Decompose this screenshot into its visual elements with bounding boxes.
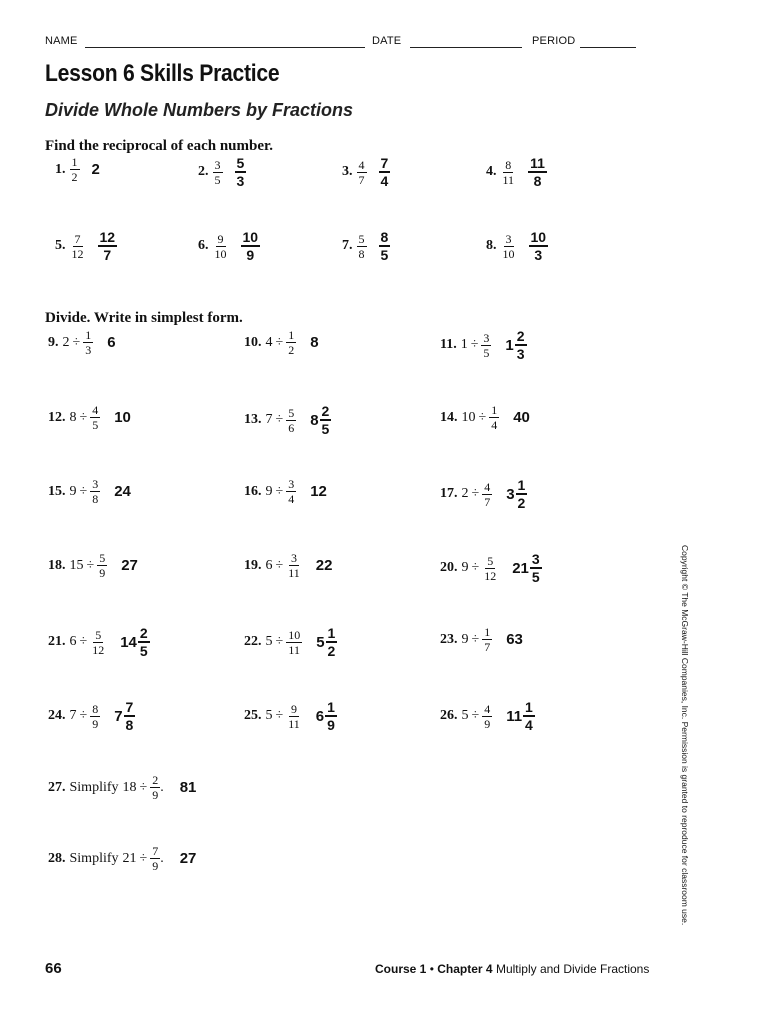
divide-sign: ÷ xyxy=(471,560,480,575)
chapter-name: Chapter 4 xyxy=(437,962,493,976)
divide-sign: ÷ xyxy=(79,634,88,649)
answer-whole: 8 xyxy=(310,334,319,351)
answer xyxy=(114,700,135,732)
answer xyxy=(506,631,524,648)
answer xyxy=(379,156,391,188)
problem-number: 21. xyxy=(48,634,66,649)
answer-whole: 3 xyxy=(506,485,515,503)
divisor-fraction-denominator: 5 xyxy=(483,345,490,360)
question-fraction-denominator: 8 xyxy=(358,246,365,261)
divisor-fraction xyxy=(481,332,491,359)
answer-fraction xyxy=(138,626,150,658)
answer xyxy=(310,483,328,500)
problem-27 xyxy=(48,774,197,801)
section2-instruction: Divide. Write in simplest form. xyxy=(45,310,243,326)
divide-sign: ÷ xyxy=(79,483,88,499)
divisor-fraction-numerator: 5 xyxy=(99,551,106,565)
answer-whole: 11 xyxy=(506,707,523,725)
problem-number: 28. xyxy=(48,850,66,866)
divisor-fraction-denominator: 4 xyxy=(288,492,295,506)
divisor-fraction xyxy=(286,703,302,730)
answer-fraction-numerator: 1 xyxy=(327,699,335,715)
question-fraction-numerator: 9 xyxy=(217,231,224,246)
problem-25 xyxy=(244,700,337,732)
dividend: 9 xyxy=(461,560,469,575)
question-fraction-denominator: 5 xyxy=(214,172,221,187)
dividend: 4 xyxy=(265,334,273,350)
divisor-fraction xyxy=(150,774,160,801)
answer-whole: 27 xyxy=(121,557,138,574)
answer xyxy=(505,329,526,361)
answer-fraction-numerator: 1 xyxy=(525,699,533,715)
answer-fraction xyxy=(235,156,247,188)
divisor-fraction-numerator: 4 xyxy=(484,701,491,716)
question-fraction-numerator: 4 xyxy=(358,157,365,172)
question-fraction-numerator: 5 xyxy=(358,231,365,246)
problem-22 xyxy=(244,626,337,658)
divide-sign: ÷ xyxy=(471,486,480,501)
divisor-fraction-numerator: 8 xyxy=(92,701,99,716)
divisor-fraction-denominator: 11 xyxy=(288,716,300,731)
date-label: DATE xyxy=(372,35,402,47)
answer-whole: 6 xyxy=(107,334,116,351)
answer-fraction-denominator: 2 xyxy=(327,643,336,659)
divisor-fraction-numerator: 10 xyxy=(288,627,301,642)
period-line xyxy=(580,47,636,48)
date-line xyxy=(410,47,522,48)
problem-number: 1. xyxy=(55,161,66,177)
divide-sign: ÷ xyxy=(79,409,88,425)
answer-whole: 12 xyxy=(310,483,327,500)
problem-17 xyxy=(440,478,527,510)
answer-fraction xyxy=(241,230,261,262)
divisor-fraction xyxy=(286,629,302,656)
problem-24 xyxy=(48,700,135,732)
divisor-fraction-numerator: 2 xyxy=(152,773,159,787)
problem-26 xyxy=(440,700,535,732)
answer-fraction-numerator: 8 xyxy=(380,229,389,245)
problem-number: 5. xyxy=(55,238,66,253)
problem-4 xyxy=(486,156,547,188)
answer xyxy=(512,552,541,584)
answer xyxy=(316,626,337,658)
answer xyxy=(506,700,535,732)
problem-14 xyxy=(440,404,531,431)
answer xyxy=(316,700,337,732)
question-fraction xyxy=(213,159,223,186)
dividend: 8 xyxy=(69,409,77,425)
answer-fraction-denominator: 8 xyxy=(533,173,542,189)
dividend: 9 xyxy=(461,631,469,647)
answer xyxy=(310,334,319,351)
period-label: PERIOD xyxy=(532,35,576,47)
problem-number: 23. xyxy=(440,631,458,647)
problem-23 xyxy=(440,626,524,653)
divide-sign: ÷ xyxy=(471,708,480,723)
problem-20 xyxy=(440,552,542,584)
divisor-fraction xyxy=(83,329,93,356)
divisor-fraction-numerator: 5 xyxy=(487,553,494,568)
answer xyxy=(92,161,101,178)
answer-fraction-denominator: 5 xyxy=(531,569,540,585)
answer-fraction-numerator: 2 xyxy=(139,625,148,641)
divisor-fraction-denominator: 9 xyxy=(152,859,159,873)
answer-whole: 2 xyxy=(91,161,100,178)
answer-whole: 63 xyxy=(506,631,523,648)
answer-whole: 24 xyxy=(114,483,131,500)
divisor-fraction xyxy=(489,404,499,431)
problem-number: 12. xyxy=(48,409,66,425)
answer-fraction-denominator: 3 xyxy=(516,346,525,362)
dividend: 7 xyxy=(69,708,77,723)
answer xyxy=(316,557,334,574)
problem-1 xyxy=(55,156,101,183)
answer-fraction xyxy=(515,329,527,361)
answer-whole: 22 xyxy=(315,557,333,574)
divide-sign: ÷ xyxy=(79,708,88,723)
divisor-fraction xyxy=(150,845,160,872)
divisor-fraction-denominator: 2 xyxy=(288,343,295,357)
page-subtitle: Divide Whole Numbers by Fractions xyxy=(45,100,354,120)
problem-18 xyxy=(48,552,139,579)
divisor-fraction xyxy=(90,703,100,730)
problem-number: 6. xyxy=(198,238,209,253)
divisor-fraction xyxy=(482,481,492,508)
answer-fraction xyxy=(320,404,332,436)
problem-number: 3. xyxy=(342,164,353,179)
answer-fraction xyxy=(523,700,535,732)
divisor-fraction-numerator: 3 xyxy=(288,477,295,491)
problem-6 xyxy=(198,230,260,262)
question-fraction-denominator: 11 xyxy=(502,172,515,187)
divisor-fraction-denominator: 11 xyxy=(288,642,300,657)
answer-fraction-numerator: 1 xyxy=(517,477,526,493)
period: . xyxy=(160,779,164,795)
problem-number: 14. xyxy=(440,409,458,425)
problem-number: 13. xyxy=(244,412,262,427)
divisor-fraction-numerator: 1 xyxy=(484,625,491,639)
problem-number: 25. xyxy=(244,708,262,723)
answer-fraction xyxy=(326,626,338,658)
question-fraction-denominator: 10 xyxy=(502,246,515,261)
problem-number: 18. xyxy=(48,557,66,573)
problem-19 xyxy=(244,552,333,579)
divisor-fraction-denominator: 9 xyxy=(99,566,106,580)
answer-fraction xyxy=(516,478,528,510)
dividend: 21 xyxy=(122,850,137,866)
problem-7 xyxy=(342,230,390,262)
course-name: Course 1 xyxy=(375,962,427,976)
divisor-fraction xyxy=(482,703,492,730)
answer-whole: 10 xyxy=(114,409,131,426)
question-fraction xyxy=(501,233,517,260)
answer xyxy=(120,626,149,658)
answer-fraction-numerator: 12 xyxy=(99,229,116,245)
section1-instruction: Find the reciprocal of each number. xyxy=(45,138,274,154)
divisor-fraction-numerator: 7 xyxy=(152,844,159,858)
divisor-fraction-numerator: 4 xyxy=(92,403,99,417)
dividend: 10 xyxy=(461,409,476,425)
answer-whole: 14 xyxy=(120,633,137,651)
divisor-fraction xyxy=(90,629,106,656)
footer-course xyxy=(375,962,649,976)
period: . xyxy=(160,850,164,866)
divisor-fraction-denominator: 9 xyxy=(484,716,491,731)
divide-sign: ÷ xyxy=(86,557,95,573)
answer-fraction-denominator: 8 xyxy=(125,717,134,733)
answer xyxy=(528,156,547,188)
name-line xyxy=(85,47,365,48)
answer xyxy=(121,557,139,574)
dividend: 15 xyxy=(69,557,84,573)
divisor-fraction-denominator: 6 xyxy=(288,420,295,435)
dividend: 6 xyxy=(69,634,77,649)
answer-whole: 21 xyxy=(512,559,529,577)
question-fraction xyxy=(213,233,229,260)
question-fraction-numerator: 3 xyxy=(214,157,221,172)
answer-whole: 7 xyxy=(114,707,123,725)
answer-fraction-numerator: 7 xyxy=(380,155,389,171)
answer xyxy=(180,850,198,867)
divide-sign: ÷ xyxy=(275,334,284,350)
dividend: 7 xyxy=(265,412,273,427)
problem-28 xyxy=(48,845,197,872)
answer-fraction-numerator: 7 xyxy=(125,699,134,715)
divisor-fraction xyxy=(286,329,296,356)
question-fraction-numerator: 3 xyxy=(505,231,512,246)
question-fraction xyxy=(501,159,517,186)
answer xyxy=(241,230,261,262)
question-fraction-numerator: 1 xyxy=(71,155,78,169)
divisor-fraction-numerator: 4 xyxy=(484,479,491,494)
dividend: 2 xyxy=(461,486,469,501)
problem-number: 27. xyxy=(48,779,66,795)
answer xyxy=(310,404,331,436)
answer-fraction xyxy=(98,230,118,262)
divisor-fraction-denominator: 3 xyxy=(85,343,92,357)
answer xyxy=(513,409,531,426)
question-fraction xyxy=(70,156,80,183)
answer-fraction xyxy=(124,700,136,732)
divisor-fraction xyxy=(97,552,107,579)
answer-fraction-denominator: 9 xyxy=(327,717,335,733)
problem-number: 15. xyxy=(48,483,66,499)
dividend: 18 xyxy=(122,779,137,795)
divisor-fraction xyxy=(90,478,100,505)
divisor-fraction-denominator: 7 xyxy=(484,494,491,509)
problem-9 xyxy=(48,329,117,356)
problem-8 xyxy=(486,230,548,262)
question-fraction-numerator: 8 xyxy=(505,157,512,172)
answer-fraction-numerator: 1 xyxy=(327,625,336,641)
answer-fraction xyxy=(529,230,549,262)
divisor-fraction-numerator: 1 xyxy=(491,403,498,417)
answer xyxy=(235,156,247,188)
divisor-fraction-numerator: 3 xyxy=(483,330,490,345)
simplify-word: Simplify xyxy=(69,850,119,866)
question-fraction xyxy=(357,233,367,260)
divide-sign: ÷ xyxy=(470,337,479,352)
divide-sign: ÷ xyxy=(275,634,284,649)
problem-number: 4. xyxy=(486,164,497,179)
question-fraction-denominator: 7 xyxy=(358,172,365,187)
dividend: 5 xyxy=(461,708,469,723)
problem-12 xyxy=(48,404,132,431)
divisor-fraction-denominator: 9 xyxy=(152,788,159,802)
divisor-fraction xyxy=(286,478,296,505)
dividend: 9 xyxy=(265,483,273,499)
divide-sign: ÷ xyxy=(72,334,81,350)
problem-number: 17. xyxy=(440,486,458,501)
answer xyxy=(529,230,549,262)
problem-number: 2. xyxy=(198,164,209,179)
answer xyxy=(180,779,198,796)
divisor-fraction-denominator: 12 xyxy=(484,568,497,583)
divisor-fraction-denominator: 11 xyxy=(288,566,300,580)
problem-10 xyxy=(244,329,320,356)
divisor-fraction-numerator: 9 xyxy=(290,701,297,716)
problem-number: 11. xyxy=(440,337,457,352)
answer-fraction-denominator: 3 xyxy=(534,247,543,263)
divisor-fraction xyxy=(482,626,492,653)
dividend: 6 xyxy=(265,557,273,573)
divisor-fraction-denominator: 9 xyxy=(92,716,99,731)
divide-sign: ÷ xyxy=(275,557,284,573)
answer-whole: 27 xyxy=(179,850,197,867)
page-number: 66 xyxy=(45,960,62,977)
problem-16 xyxy=(244,478,328,505)
answer-whole: 1 xyxy=(505,336,514,354)
divisor-fraction xyxy=(286,552,302,579)
problem-number: 19. xyxy=(244,557,262,573)
problem-number: 9. xyxy=(48,334,59,350)
name-label: NAME xyxy=(45,35,78,47)
divisor-fraction-numerator: 5 xyxy=(95,627,102,642)
problem-2 xyxy=(198,156,246,188)
answer-fraction xyxy=(325,700,337,732)
answer-fraction xyxy=(528,156,547,188)
divisor-fraction-numerator: 1 xyxy=(288,328,295,342)
divisor-fraction-numerator: 3 xyxy=(290,551,297,565)
dividend: 9 xyxy=(69,483,77,499)
answer xyxy=(114,483,132,500)
answer-fraction-denominator: 2 xyxy=(517,495,526,511)
divisor-fraction-numerator: 1 xyxy=(85,328,92,342)
answer-fraction xyxy=(379,156,391,188)
problem-number: 26. xyxy=(440,708,458,723)
answer xyxy=(379,230,391,262)
answer-fraction xyxy=(530,552,542,584)
divisor-fraction-denominator: 5 xyxy=(92,418,99,432)
problem-number: 16. xyxy=(244,483,262,499)
question-fraction xyxy=(70,233,86,260)
answer-whole: 8 xyxy=(310,411,319,429)
simplify-word: Simplify xyxy=(69,779,119,795)
dividend: 1 xyxy=(460,337,468,352)
divide-sign: ÷ xyxy=(478,409,487,425)
answer-fraction-numerator: 2 xyxy=(321,403,330,419)
question-fraction-denominator: 10 xyxy=(214,246,227,261)
problem-number: 7. xyxy=(342,238,353,253)
problem-15 xyxy=(48,478,132,505)
divisor-fraction xyxy=(482,555,498,582)
answer-fraction xyxy=(379,230,391,262)
divide-sign: ÷ xyxy=(471,631,480,647)
problem-number: 10. xyxy=(244,334,262,350)
answer-fraction-numerator: 3 xyxy=(531,551,540,567)
problem-3 xyxy=(342,156,390,188)
problem-number: 22. xyxy=(244,634,262,649)
problem-21 xyxy=(48,626,150,658)
divisor-fraction-denominator: 8 xyxy=(92,492,99,506)
divisor-fraction-numerator: 3 xyxy=(92,477,99,491)
question-fraction xyxy=(357,159,367,186)
page-title: Lesson 6 Skills Practice xyxy=(45,60,280,87)
answer xyxy=(506,478,527,510)
problem-5 xyxy=(55,230,117,262)
answer-fraction-numerator: 2 xyxy=(516,328,525,344)
answer-fraction-denominator: 5 xyxy=(321,421,330,437)
answer-fraction-numerator: 10 xyxy=(242,229,259,245)
answer xyxy=(114,409,132,426)
divisor-fraction-denominator: 4 xyxy=(491,418,498,432)
dividend: 5 xyxy=(265,634,273,649)
divisor-fraction-numerator: 5 xyxy=(288,405,295,420)
answer-fraction-denominator: 4 xyxy=(380,173,389,189)
problem-number: 8. xyxy=(486,238,497,253)
divisor-fraction-denominator: 7 xyxy=(484,640,491,654)
answer-fraction-denominator: 5 xyxy=(139,643,148,659)
problem-13 xyxy=(244,404,331,436)
answer-fraction-denominator: 7 xyxy=(103,247,112,263)
dividend: 2 xyxy=(62,334,70,350)
bullet: • xyxy=(429,962,434,976)
dividend: 5 xyxy=(265,708,273,723)
copyright-notice: Copyright © The McGraw-Hill Companies, Inc. Permission is granted to reproduce for classroom use. xyxy=(680,545,690,926)
divisor-fraction xyxy=(90,404,100,431)
answer xyxy=(107,334,116,351)
answer-fraction-numerator: 10 xyxy=(530,229,547,245)
answer-fraction-denominator: 4 xyxy=(525,717,533,733)
answer-fraction-numerator: 5 xyxy=(236,155,245,171)
answer-fraction-denominator: 3 xyxy=(236,173,245,189)
question-fraction-denominator: 2 xyxy=(71,170,78,184)
divide-sign: ÷ xyxy=(139,779,148,795)
answer xyxy=(98,230,118,262)
problem-11 xyxy=(440,329,527,361)
chapter-title: Multiply and Divide Fractions xyxy=(495,962,650,976)
answer-whole: 5 xyxy=(316,633,325,651)
answer-fraction-denominator: 9 xyxy=(246,247,255,263)
answer-fraction-denominator: 5 xyxy=(380,247,389,263)
answer-whole: 6 xyxy=(315,707,325,725)
divide-sign: ÷ xyxy=(275,412,284,427)
divide-sign: ÷ xyxy=(139,850,148,866)
problem-number: 20. xyxy=(440,560,458,575)
answer-whole: 81 xyxy=(179,779,197,796)
answer-fraction-numerator: 11 xyxy=(530,155,545,171)
problem-number: 24. xyxy=(48,708,66,723)
divisor-fraction xyxy=(286,407,296,434)
divide-sign: ÷ xyxy=(275,708,284,723)
divisor-fraction-denominator: 12 xyxy=(92,642,105,657)
answer-whole: 40 xyxy=(513,409,530,426)
question-fraction-denominator: 12 xyxy=(71,246,84,261)
question-fraction-numerator: 7 xyxy=(74,231,81,246)
divide-sign: ÷ xyxy=(275,483,284,499)
